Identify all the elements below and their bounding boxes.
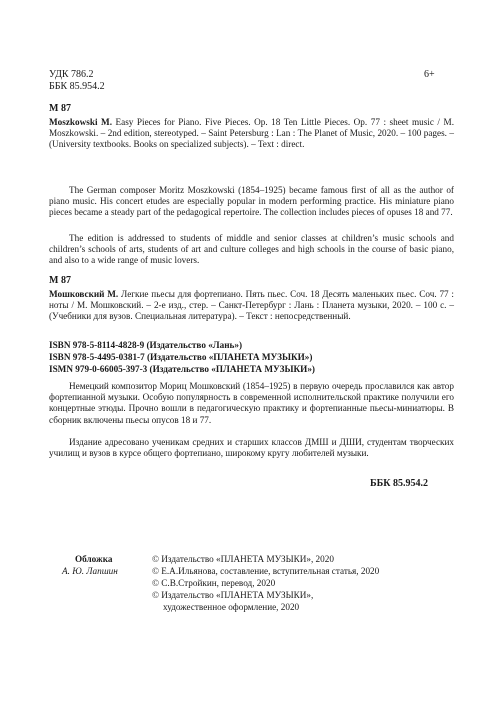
english-record-code: M 87 [49, 103, 71, 114]
english-bibliographic-record [49, 117, 454, 151]
cover-artist: А. Ю. Лапшин [62, 566, 118, 576]
english-annotation-1: The German composer Moritz Moszkowski (1854–1925) became famous first of all as the author of piano music. His concert etudes are especially popular in modern performing practice. His miniature piano pieces became a steady part of the pedagogical repertoire. The collection includes pieces of opuses 18 and 77. [49, 185, 454, 218]
russian-record-text: Легкие пьесы для фортепиано. Пять пьес. Соч. 18 Десять маленьких пьес. Соч. 77 : ноты / М. Мошковский. – 2-е изд., стер. – Санкт-Петербург : Лань : Планета музыки, 2020. – 100 с. – (Учебники для вузов. Специальная литература). – Текст : непосредственный. [49, 289, 454, 322]
bbk-code-top: ББК 85.954.2 [49, 81, 105, 92]
ismn-planet: ISMN 979-0-66005-397-3 (Издательство «ПЛАНЕТА МУЗЫКИ») [49, 364, 315, 374]
english-annotation-2: The edition is addressed to students of middle and senior classes at children’s music schools and children’s schools of arts, students of art and culture colleges and high schools in the course of basic piano, and also to a wide range of music lovers. [49, 233, 454, 266]
russian-annotation-1: Немецкий композитор Мориц Мошковский (1854–1925) в первую очередь прославился как автор фортепианной музыки. Особую популярность в современной исполнительской практике получили его концертные этюды. Прочно вошли в педагогическую практику и фортепианные пьесы-миниатюры. В сборник включены пьесы опусов 18 и 77. [49, 381, 454, 425]
russian-bibliographic-record [49, 289, 454, 323]
copyright-line-5: художественное оформление, 2020 [163, 602, 300, 612]
russian-author: Мошковский М. [49, 289, 119, 299]
russian-annotation-2: Издание адресовано ученикам средних и старших классов ДМШ и ДШИ, студентам творческих училищ и вузов в курсе общего фортепиано, широкому кругу любителей музыки. [49, 437, 454, 459]
copyright-line-1: © Издательство «ПЛАНЕТА МУЗЫКИ», 2020 [152, 554, 334, 564]
copyright-line-3: © С.В.Стройкин, перевод, 2020 [152, 578, 276, 588]
udk-code: УДК 786.2 [49, 69, 94, 80]
cover-label: Обложка [75, 554, 113, 564]
age-rating: 6+ [424, 69, 435, 80]
copyright-line-4: © Издательство «ПЛАНЕТА МУЗЫКИ», [152, 590, 314, 600]
russian-record-code: M 87 [49, 275, 71, 286]
english-author: Moszkowski M. [49, 117, 112, 127]
isbn-lan: ISBN 978-5-8114-4828-9 (Издательство «Лань») [49, 340, 243, 350]
english-record-text: Easy Pieces for Piano. Five Pieces. Op. 18 Ten Little Pieces. Op. 77 : sheet music / M. Moszkowski. – 2nd edition, stereotyped. – Saint Petersburg : Lan : The Planet of Music, 2020. – 100 pages. – (University textbooks. Books on specialized subjects). – Text : direct. [49, 117, 454, 150]
isbn-planet: ISBN 978-5-4495-0381-7 (Издательство «ПЛАНЕТА МУЗЫКИ») [49, 352, 313, 362]
bbk-code-bottom: ББК 85.954.2 [370, 478, 428, 489]
copyright-line-2: © Е.А.Ильянова, составление, вступительная статья, 2020 [152, 566, 380, 576]
